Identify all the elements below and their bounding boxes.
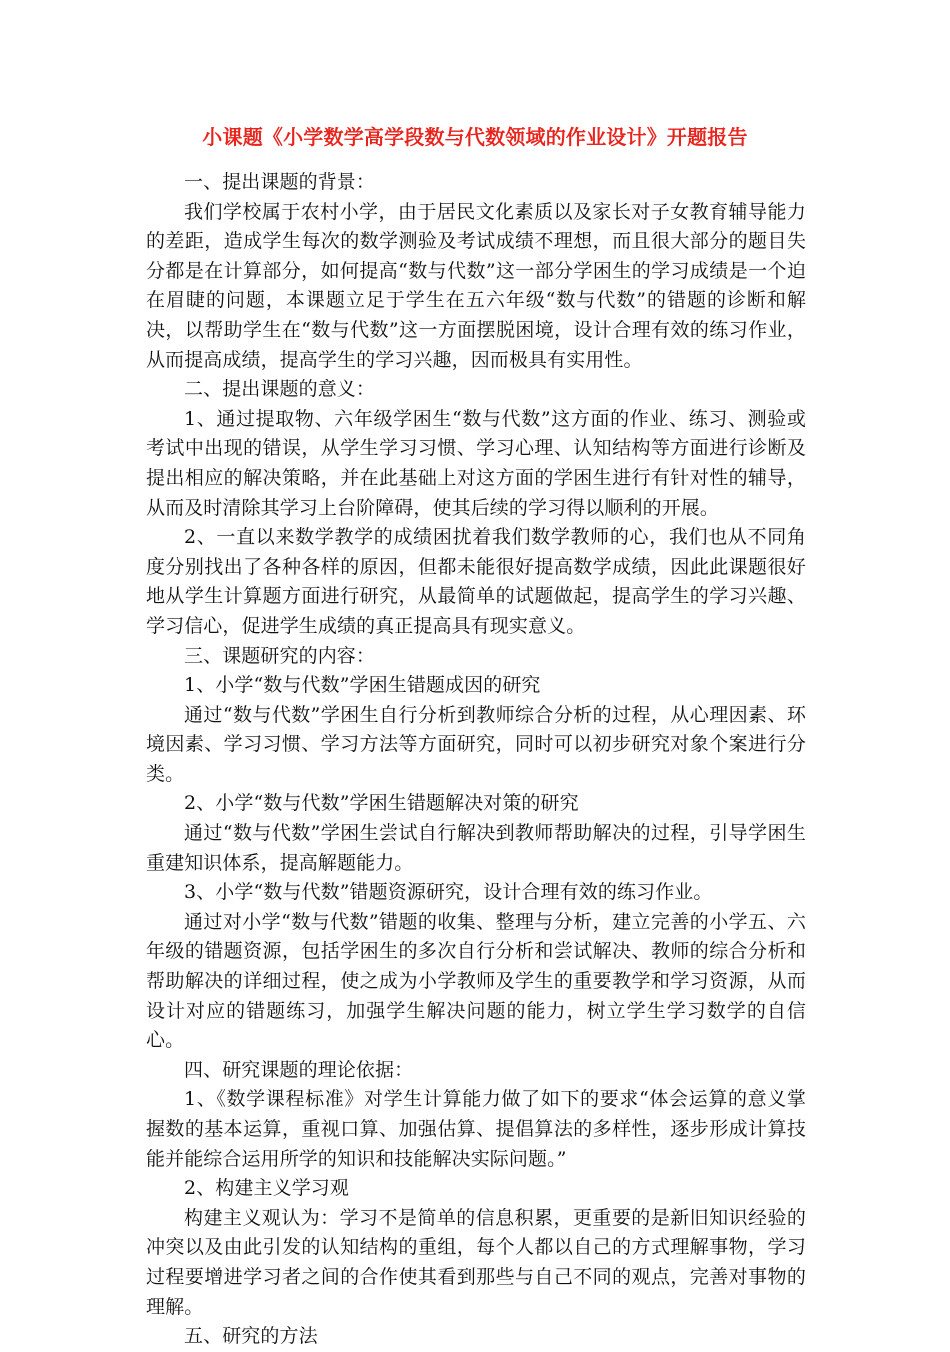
subheading-content-3: 3、小学“数与代数”错题资源研究，设计合理有效的练习作业。 [184,881,713,904]
paragraph-theory-2: 构建主义观认为：学习不是简单的信息积累，更重要的是新旧知识经验的冲突以及由此引发的认知结构的重组，每个人都以自己的方式理解事物，学习过程要增进学习者之间的合作使其看到那些与自己不同的观点，完善对事物的理解。 [146,1206,806,1318]
section-heading-content: 三、课题研究的内容： [184,644,376,667]
paragraph-content-2: 通过“数与代数”学困生尝试自行解决到教师帮助解决的过程，引导学困生重建知识体系，提高解题能力。 [146,822,806,874]
paragraph-theory-1: 1、《数学课程标准》对学生计算能力做了如下的要求“体会运算的意义掌握数的基本运算，重视口算、加强估算、提倡算法的多样性，逐步形成计算技能并能综合运用所学的知识和技能解决实际问题。” [146,1088,806,1170]
paragraph-content-1: 通过“数与代数”学困生自行分析到教师综合分析的过程，从心理因素、环境因素、学习习惯、学习方法等方面研究，同时可以初步研究对象个案进行分类。 [146,703,806,785]
subheading-content-2: 2、小学“数与代数”学困生错题解决对策的研究 [184,792,579,815]
document-title: 小课题《小学数学高学段数与代数领域的作业设计》开题报告 [202,125,748,149]
paragraph-background: 我们学校属于农村小学，由于居民文化素质以及家长对子女教育辅导能力的差距，造成学生每次的数学测验及考试成绩不理想，而且很大部分的题目失分都是在计算部分，如何提高“数与代数”这一部分学困生的学习成绩是一个迫在眉睫的问题，本课题立足于学生在五六年级“数与代数”的错题的诊断和解决，以帮助学生在“数与代数”这一方面摆脱困境，设计合理有效的练习作业，从而提高成绩，提高学生的学习兴趣，因而极具有实用性。 [146,200,806,371]
section-heading-methods: 五、研究的方法 [184,1325,318,1348]
subheading-theory-2: 2、构建主义学习观 [184,1177,349,1200]
section-heading-significance: 二、提出课题的意义： [184,378,376,401]
paragraph-significance-1: 1、通过提取物、六年级学困生“数与代数”这方面的作业、练习、测验或考试中出现的错误，从学生学习习惯、学习心理、认知结构等方面进行诊断及提出相应的解决策略，并在此基础上对这方面的学困生进行有针对性的辅导，从而及时清除其学习上台阶障碍，使其后续的学习得以顺利的开展。 [146,407,806,519]
document-body [146,168,806,1352]
section-heading-theory: 四、研究课题的理论依据： [184,1058,414,1081]
paragraph-significance-2: 2、一直以来数学教学的成绩困扰着我们数学教师的心，我们也从不同角度分别找出了各种各样的原因，但都未能很好提高数学成绩，因此此课题很好地从学生计算题方面进行研究，从最简单的试题做起，提高学生的学习兴趣、学习信心，促进学生成绩的真正提高具有现实意义。 [146,526,806,637]
subheading-content-1: 1、小学“数与代数”学困生错题成因的研究 [184,674,541,697]
paragraph-content-3: 通过对小学“数与代数”错题的收集、整理与分析，建立完善的小学五、六年级的错题资源，包括学困生的多次自行分析和尝试解决、教师的综合分析和帮助解决的详细过程，使之成为小学教师及学生的重要教学和学习资源，从而设计对应的错题练习，加强学生解决问题的能力，树立学生学习数学的自信心。 [146,910,806,1052]
section-heading-background: 一、提出课题的背景： [184,171,376,193]
